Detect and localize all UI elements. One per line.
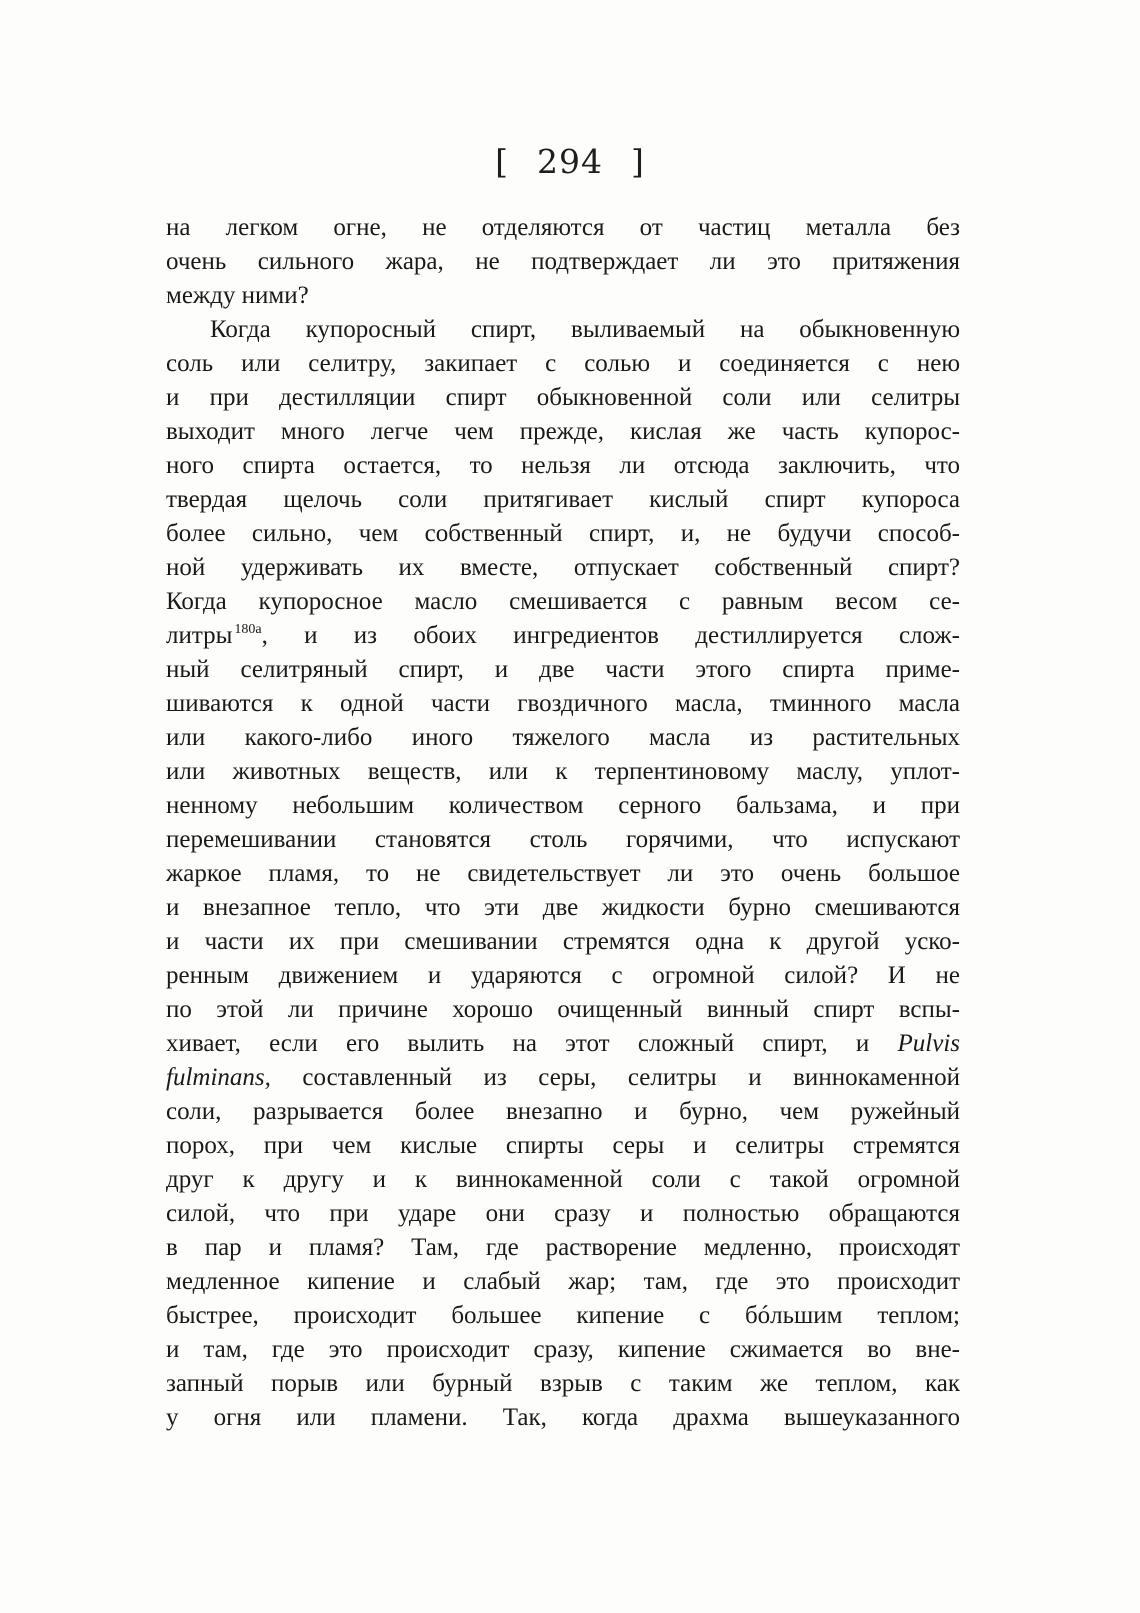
text-line: ной удерживать их вместе, отпускает собственный спирт? xyxy=(166,554,960,581)
text-line: ный селитряный спирт, и две части этого спирта приме- xyxy=(166,656,960,683)
text-line: порох, при чем кислые спирты серы и селитры стремятся xyxy=(166,1132,960,1159)
text-fragment: литры xyxy=(166,622,233,649)
text-line: соли, разрывается более внезапно и бурно, чем ружейный xyxy=(166,1098,960,1125)
text-line: в пар и пламя? Там, где растворение медленно, происходят xyxy=(166,1234,960,1261)
text-line: жаркое пламя, то не свидетельствует ли это очень большое xyxy=(166,860,960,887)
body-text xyxy=(166,211,960,1435)
text-line: ного спирта остается, то нельзя ли отсюда заключить, что xyxy=(166,452,960,479)
text-line: или какого-либо иного тяжелого масла из растительных xyxy=(166,724,960,751)
paragraph-start-line: Когда купоросный спирт, выливаемый на обыкновенную xyxy=(210,316,960,343)
text-line: соль или селитру, закипает с солью и соединяется с нею xyxy=(166,350,960,377)
text-line: очень сильного жара, не подтверждает ли это притяжения xyxy=(166,248,960,275)
latin-term: fulminans, xyxy=(166,1064,271,1091)
footnote-marker: 180a xyxy=(234,622,262,637)
text-line: и внезапное тепло, что эти две жидкости бурно смешиваются xyxy=(166,894,960,921)
page-number: 294 xyxy=(537,142,603,181)
page-header xyxy=(0,142,1140,181)
text-line-with-latin xyxy=(166,1061,960,1095)
text-line: или животных веществ, или к терпентиновому маслу, уплот- xyxy=(166,758,960,785)
text-line-with-footnote xyxy=(166,619,960,653)
text-line: медленное кипение и слабый жар; там, где это происходит xyxy=(166,1268,960,1295)
text-line: выходит много легче чем прежде, кислая же часть купорос- xyxy=(166,418,960,445)
text-line: и части их при смешивании стремятся одна к другой уско- xyxy=(166,928,960,955)
text-line: запный порыв или бурный взрыв с таким же теплом, как xyxy=(166,1370,960,1397)
text-line: ренным движением и ударяются с огромной силой? И не xyxy=(166,962,960,989)
text-line: быстрее, происходит большее кипение с бóльшим теплом; xyxy=(166,1302,960,1329)
text-line: перемешивании становятся столь горячими, что испускают xyxy=(166,826,960,853)
text-line: силой, что при ударе они сразу и полностью обращаются xyxy=(166,1200,960,1227)
text-line: и там, где это происходит сразу, кипение сжимается во вне- xyxy=(166,1336,960,1363)
text-line: по этой ли причине хорошо очищенный винный спирт вспы- xyxy=(166,996,960,1023)
text-fragment: , и из обоих ингредиентов дестиллируется слож- xyxy=(261,622,960,649)
text-fragment: составленный из серы, селитры и виннокаменной xyxy=(270,1064,960,1091)
text-line: на легком огне, не отделяются от частиц металла без xyxy=(166,214,960,241)
text-line-with-latin xyxy=(166,1027,960,1061)
text-line: шиваются к одной части гвоздичного масла, тминного масла xyxy=(166,690,960,717)
right-bracket: ] xyxy=(631,142,645,181)
latin-term: Pulvis xyxy=(897,1030,960,1057)
text-fragment: хивает, если его вылить на этот сложный спирт, и xyxy=(166,1030,898,1057)
text-line: Когда купоросное масло смешивается с равным весом се- xyxy=(166,588,960,615)
text-line: ненному небольшим количеством серного бальзама, и при xyxy=(166,792,960,819)
text-line: твердая щелочь соли притягивает кислый спирт купороса xyxy=(166,486,960,513)
text-line: и при дестилляции спирт обыкновенной соли или селитры xyxy=(166,384,960,411)
text-line: у огня или пламени. Так, когда драхма вышеуказанного xyxy=(166,1404,960,1431)
text-line: более сильно, чем собственный спирт, и, не будучи способ- xyxy=(166,520,960,547)
text-line: между ними? xyxy=(166,282,309,309)
left-bracket: [ xyxy=(495,142,509,181)
text-line: друг к другу и к виннокаменной соли с такой огромной xyxy=(166,1166,960,1193)
